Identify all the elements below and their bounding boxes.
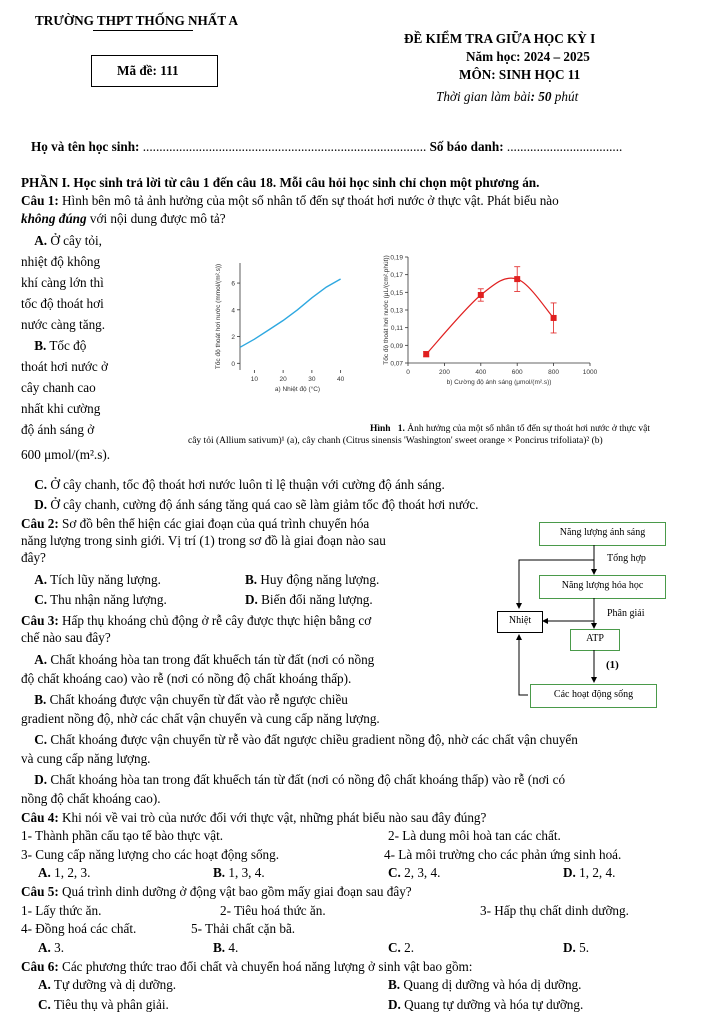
y-tick-label: 0,09 bbox=[390, 342, 403, 350]
y-axis-label: Tốc độ thoát hơi nước (μL/(cm².phút)) bbox=[383, 255, 390, 365]
q4-option-a: A. 1, 2, 3. bbox=[38, 865, 91, 880]
q4-statement-3: 3- Cung cấp năng lượng cho các hoạt động sống. bbox=[21, 847, 280, 862]
x-tick-label: 400 bbox=[475, 369, 487, 376]
q4-stem: Câu 4: Khi nói về vai trò của nước đối với thực vật, những phát biểu nào sau đây đúng? bbox=[21, 810, 487, 825]
exam-code: Mã đề: 111 bbox=[117, 63, 179, 78]
y-tick-label: 0,11 bbox=[390, 325, 403, 333]
x-tick-label: 200 bbox=[438, 369, 450, 376]
q4-statement-4: 4- Là môi trường cho các phản ứng sinh hoá. bbox=[384, 847, 622, 862]
data-point bbox=[423, 351, 429, 357]
q5-option-d: D. 5. bbox=[563, 940, 590, 955]
y-tick-label: 0 bbox=[231, 360, 235, 368]
q1-stem: Câu 1: Hình bên mô tả ảnh hưởng của một số nhân tố đến sự thoát hơi nước ở thực vật. Phát biểu nào bbox=[21, 193, 559, 208]
q1-option-b: B. Tốc độ thoát hơi nước ở cây chanh cao nhất khi cường độ ánh sáng ở 600 μmol/(m².s). bbox=[21, 338, 111, 462]
diagram-chemical-energy: Năng lượng hóa học bbox=[539, 575, 666, 599]
q5-statement-4: 4- Đồng hoá các chất. bbox=[21, 921, 137, 936]
y-axis-label: Tốc độ thoát hơi nước (mmol/(m².s)) bbox=[215, 263, 222, 370]
x-tick-label: 30 bbox=[308, 376, 316, 383]
series-line bbox=[240, 279, 341, 347]
y-tick-label: 6 bbox=[231, 280, 235, 288]
data-point bbox=[551, 315, 557, 321]
q6-option-a: A. Tự dưỡng và dị dưỡng. bbox=[38, 977, 177, 992]
q2-option-d: D. Biến đổi năng lượng. bbox=[245, 592, 373, 607]
q5-option-a: A. 3. bbox=[38, 940, 65, 955]
x-tick-label: 20 bbox=[279, 376, 287, 383]
diagram-heat: Nhiệt bbox=[497, 611, 543, 633]
diagram-decomposition-label: Phân giải bbox=[607, 608, 645, 619]
q5-statement-3: 3- Hấp thụ chất dinh dưỡng. bbox=[480, 903, 629, 918]
y-tick-label: 0,19 bbox=[390, 254, 403, 262]
figure-caption: Hình 1. Ảnh hưởng của một số nhân tố đến sự thoát hơi nước ở thực vật bbox=[370, 424, 651, 434]
school-name: TRƯỜNG THPT THỐNG NHẤT A bbox=[35, 13, 238, 28]
q3-stem: Câu 3: Hấp thụ khoáng chủ động ở rễ cây được thực hiện bằng cơ chế nào sau đây? bbox=[21, 613, 372, 645]
student-info-line: Họ và tên học sinh: ...................................................................................... Số báo danh: ................................... bbox=[31, 139, 623, 154]
q2-stem: Câu 2: Sơ đồ bên thể hiện các giai đoạn của quá trình chuyển hóa năng lượng trong sinh giới. Vị trí (1) trong sơ đồ là giai đoạn nào sau đây? bbox=[21, 516, 386, 565]
header-divider bbox=[93, 30, 193, 31]
q3-option-b: B. Chất khoáng được vận chuyển từ đất vào rễ ngược chiều gradient nồng độ, nhờ các chất vận chuyển và cung cấp năng lượng. bbox=[21, 692, 380, 726]
y-tick-label: 0,07 bbox=[390, 360, 403, 368]
diagram-life-activities: Các hoạt động sống bbox=[530, 684, 657, 708]
x-tick-label: 0 bbox=[406, 369, 410, 376]
q5-statement-1: 1- Lấy thức ăn. bbox=[21, 903, 102, 918]
q5-statement-2: 2- Tiêu hoá thức ăn. bbox=[220, 903, 326, 918]
q3-option-d: D. Chất khoáng hòa tan trong đất khuếch tán từ đất (nơi có nồng độ chất khoáng thấp) vào rễ (nơi có nồng độ chất khoáng cao). bbox=[21, 772, 566, 806]
q4-option-c: C. 2, 3, 4. bbox=[388, 865, 441, 880]
school-year: Năm học: 2024 – 2025 bbox=[466, 49, 590, 64]
q1-option-d: D. Ở cây chanh, cường độ ánh sáng tăng quá cao sẽ làm giảm tốc độ thoát hơi nước. bbox=[34, 497, 479, 512]
time-limit: Thời gian làm bài: 50 phút bbox=[436, 89, 579, 104]
q3-option-c: C. Chất khoáng được vận chuyển từ rễ vào đất ngược chiều gradient nồng độ, nhờ các chất vận chuyển và cung cấp năng lượng. bbox=[21, 732, 578, 766]
figure-caption-2: cây tỏi (Allium sativum)¹ (a), cây chanh (Citrus sinensis 'Washington' sweet orange × Poncirus trifoliata)² (b) bbox=[188, 436, 603, 446]
diagram-arrows bbox=[490, 520, 670, 715]
series-line bbox=[426, 278, 553, 354]
exam-title: ĐỀ KIỂM TRA GIỮA HỌC KỲ I bbox=[404, 31, 596, 46]
q5-option-b: B. 4. bbox=[213, 940, 239, 955]
q6-option-b: B. Quang dị dưỡng và hóa dị dưỡng. bbox=[388, 977, 582, 992]
q3-option-a: A. Chất khoáng hòa tan trong đất khuếch tán từ đất (nơi có nồng độ chất khoáng cao) vào rễ (nơi có nồng độ chất khoáng thấp). bbox=[21, 652, 375, 686]
q1-option-a: A. Ở cây tỏi, nhiệt độ không khí càng lớn thì tốc độ thoát hơi nước càng tăng. bbox=[21, 233, 106, 332]
q1-stem-2: không đúng với nội dung được mô tả? bbox=[21, 211, 226, 226]
y-tick-label: 0,17 bbox=[390, 272, 403, 280]
x-tick-label: 600 bbox=[511, 369, 523, 376]
q2-option-b: B. Huy động năng lượng. bbox=[245, 572, 380, 587]
x-axis-label: a) Nhiệt độ (°C) bbox=[274, 386, 321, 393]
y-tick-label: 4 bbox=[231, 307, 235, 315]
q4-statement-1: 1- Thành phần cấu tạo tế bào thực vật. bbox=[21, 828, 224, 843]
chart-b-light bbox=[364, 245, 614, 410]
data-point bbox=[514, 276, 520, 282]
q4-option-d: D. 1, 2, 4. bbox=[563, 865, 616, 880]
diagram-position-1: (1) bbox=[606, 659, 619, 671]
y-tick-label: 0,15 bbox=[390, 289, 403, 297]
diagram-synthesis-label: Tổng hợp bbox=[607, 553, 646, 564]
q6-option-d: D. Quang tự dưỡng và hóa tự dưỡng. bbox=[388, 997, 584, 1012]
data-point bbox=[478, 292, 484, 298]
x-tick-label: 1000 bbox=[582, 369, 598, 376]
q2-option-c: C. Thu nhận năng lượng. bbox=[34, 592, 167, 607]
q5-statement-5: 5- Thải chất cặn bã. bbox=[191, 921, 296, 936]
q5-stem: Câu 5: Quá trình dinh dưỡng ở động vật bao gồm mấy giai đoạn sau đây? bbox=[21, 884, 412, 899]
y-tick-label: 0,13 bbox=[390, 307, 403, 315]
q6-stem: Câu 6: Các phương thức trao đổi chất và chuyển hoá năng lượng ở sinh vật bao gồm: bbox=[21, 959, 473, 974]
q5-option-c: C. 2. bbox=[388, 940, 415, 955]
x-tick-label: 10 bbox=[250, 376, 258, 383]
x-tick-label: 800 bbox=[548, 369, 560, 376]
subject: MÔN: SINH HỌC 11 bbox=[459, 67, 581, 82]
x-tick-label: 40 bbox=[337, 376, 345, 383]
q4-option-b: B. 1, 3, 4. bbox=[213, 865, 265, 880]
q4-statement-2: 2- Là dung môi hoà tan các chất. bbox=[388, 828, 561, 843]
diagram-atp: ATP bbox=[570, 629, 620, 651]
q1-option-c: C. Ở cây chanh, tốc độ thoát hơi nước luôn tỉ lệ thuận với cường độ ánh sáng. bbox=[34, 477, 445, 492]
q6-option-c: C. Tiêu thụ và phân giải. bbox=[38, 997, 169, 1012]
part1-title: PHẦN I. Học sinh trả lời từ câu 1 đến câu 18. Mỗi câu hỏi học sinh chỉ chọn một phương án. bbox=[21, 175, 540, 190]
y-tick-label: 2 bbox=[231, 334, 235, 342]
diagram-light-energy: Năng lượng ánh sáng bbox=[539, 522, 666, 546]
q2-options-row1: A. Tích lũy năng lượng. bbox=[34, 572, 161, 587]
x-axis-label: b) Cường độ ánh sáng (μmol/(m².s)) bbox=[446, 379, 552, 386]
